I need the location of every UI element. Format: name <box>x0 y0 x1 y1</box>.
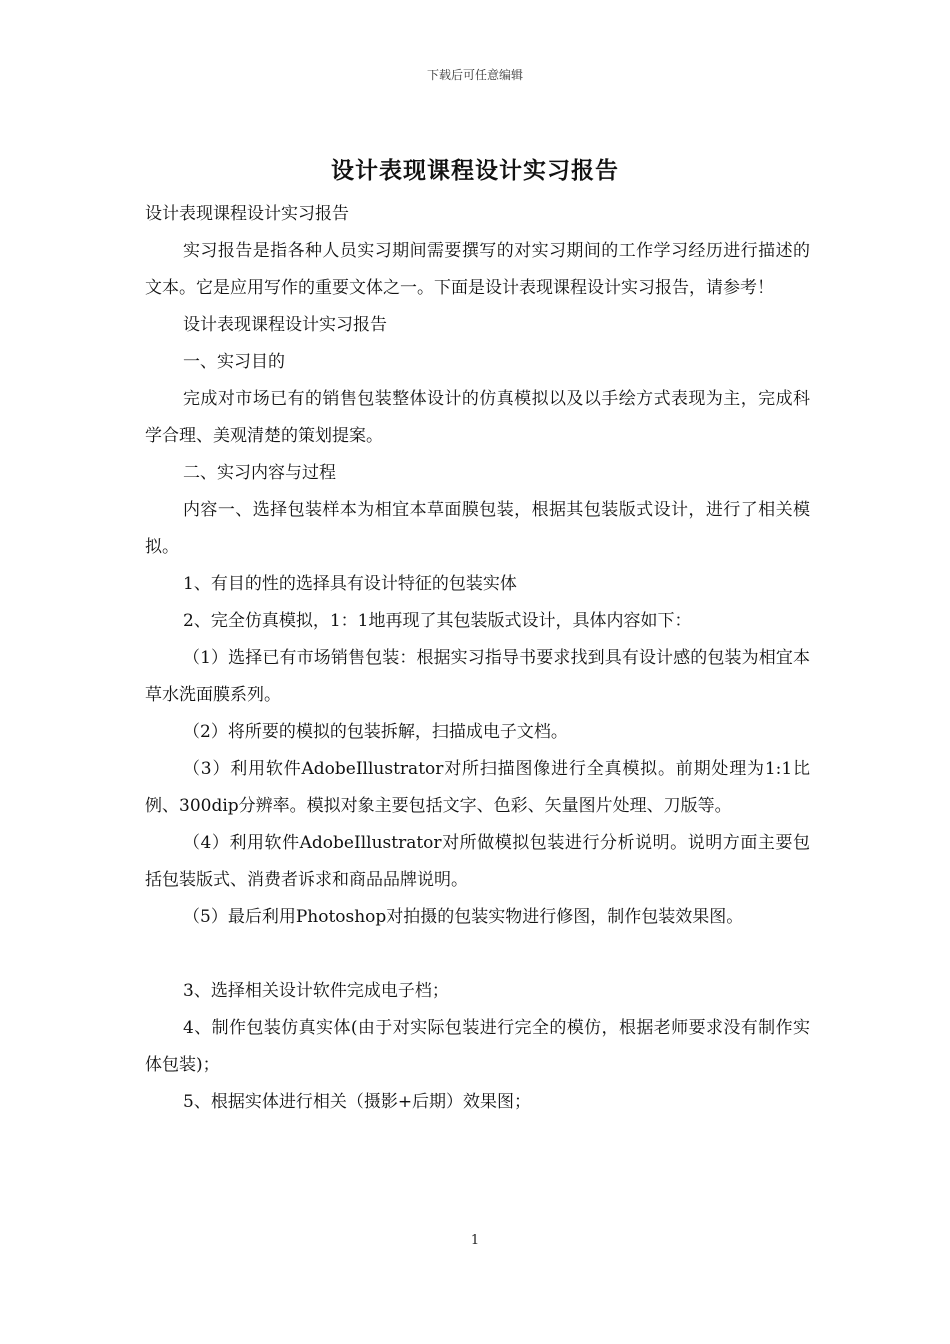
list-item: 3、选择相关设计软件完成电子档； <box>183 981 449 1001</box>
blank-line <box>145 936 810 973</box>
sub-list-item: （3）利用软件AdobeIllustrator对所扫描图像进行全真模拟。前期处理为1:1比例、300dip分辨率。模拟对象主要包括文字、色彩、矢量图片处理、刀版等。 <box>145 759 810 816</box>
sub-list-item: （2）将所要的模拟的包装拆解，扫描成电子文档。 <box>183 722 568 742</box>
list-item: 2、完全仿真模拟，1：1地再现了其包装版式设计，具体内容如下： <box>183 611 692 631</box>
content-paragraph: 内容一、选择包装样本为相宜本草面膜包装，根据其包装版式设计，进行了相关模拟。 <box>145 500 810 557</box>
list-item: 1、有目的性的选择具有设计特征的包装实体 <box>183 574 517 594</box>
sub-list-item: （4）利用软件AdobeIllustrator对所做模拟包装进行分析说明。说明方面主要包括包装版式、消费者诉求和商品品牌说明。 <box>145 833 810 890</box>
page-header: 下载后可任意编辑 <box>426 68 523 82</box>
page-number: 1 <box>470 1233 480 1248</box>
list-item: 4、制作包装仿真实体(由于对实际包装进行完全的模仿，根据老师要求没有制作实体包装)； <box>145 1018 810 1075</box>
sub-list-item: （1）选择已有市场销售包装：根据实习指导书要求找到具有设计感的包装为相宜本草水洗面膜系列。 <box>145 648 810 705</box>
purpose-paragraph: 完成对市场已有的销售包装整体设计的仿真模拟以及以手绘方式表现为主，完成科学合理、美观清楚的策划提案。 <box>145 389 810 446</box>
section-heading-content: 二、实习内容与过程 <box>183 463 336 483</box>
intro-paragraph: 实习报告是指各种人员实习期间需要撰写的对实习期间的工作学习经历进行描述的文本。它是应用写作的重要文体之一。下面是设计表现课程设计实习报告，请参考！ <box>145 241 810 298</box>
document-title: 设计表现课程设计实习报告 <box>331 157 619 184</box>
subtitle-paragraph: 设计表现课程设计实习报告 <box>145 204 349 224</box>
section-heading: 设计表现课程设计实习报告 <box>183 315 387 335</box>
section-heading-purpose: 一、实习目的 <box>183 352 285 372</box>
sub-list-item: （5）最后利用Photoshop对拍摄的包装实物进行修图，制作包装效果图。 <box>183 907 744 927</box>
list-item: 5、根据实体进行相关（摄影+后期）效果图； <box>183 1092 532 1112</box>
document-body <box>145 196 810 1121</box>
